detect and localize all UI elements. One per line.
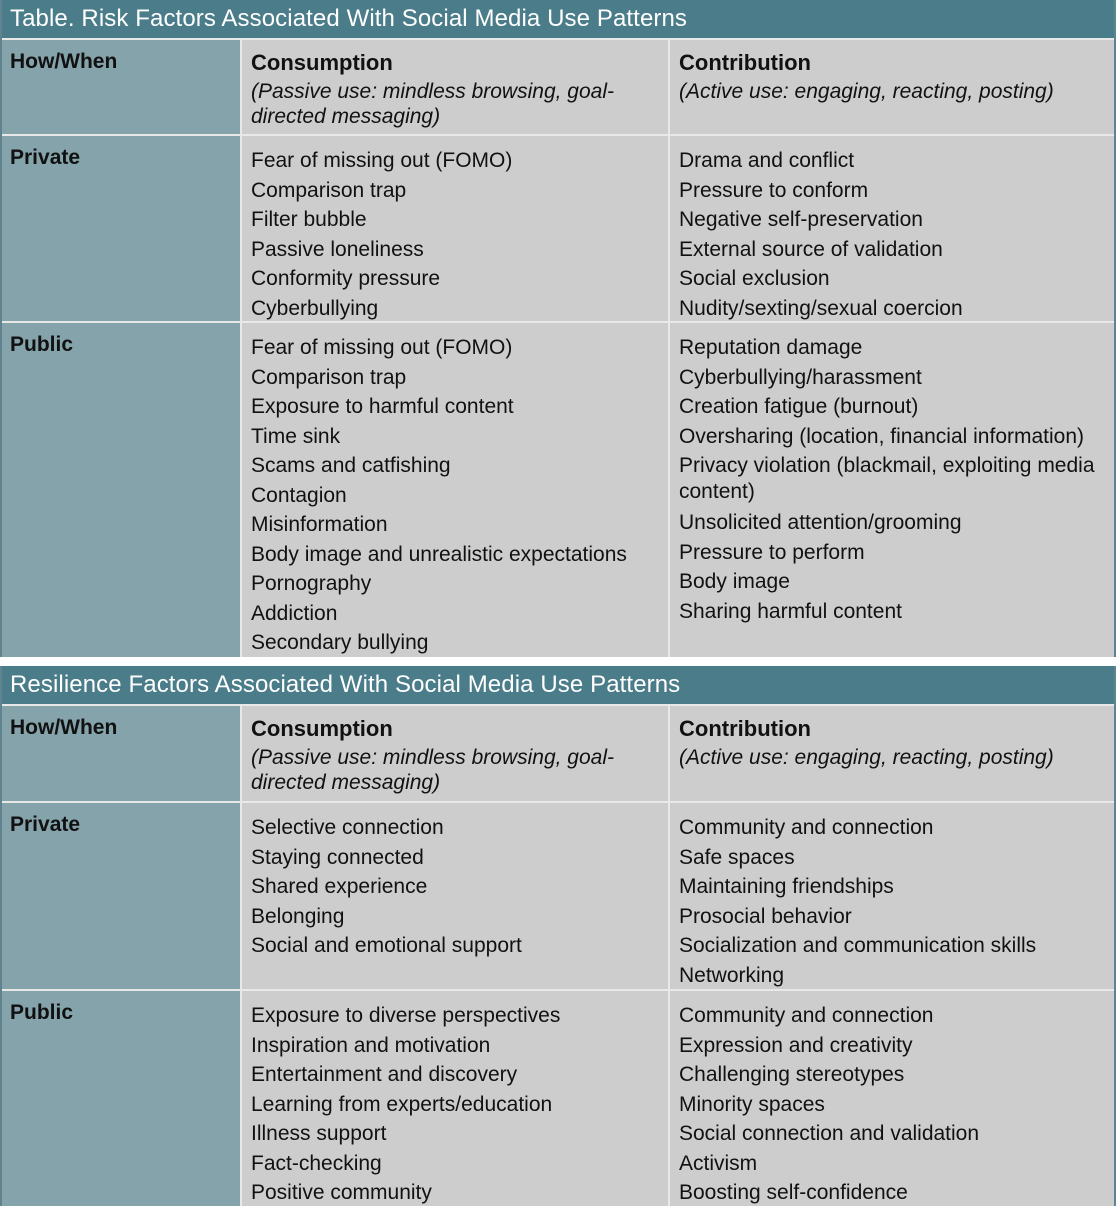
list-item: Conformity pressure xyxy=(251,267,441,290)
resilience-public-consumption-cell xyxy=(240,991,668,1206)
resilience-public-label-cell xyxy=(2,991,240,1206)
risk-private-label-cell xyxy=(2,136,240,321)
risk-public-consumption-list xyxy=(251,333,660,658)
risk-header-row xyxy=(2,38,1114,134)
list-item: Contagion xyxy=(251,483,347,507)
how-when-label: How/When xyxy=(10,50,118,73)
list-item: Drama and conflict xyxy=(679,149,855,172)
list-item: Selective connection xyxy=(251,816,444,839)
list-item: Social and emotional support xyxy=(251,934,522,957)
contribution-subtitle: (Active use: engaging, reacting, posting) xyxy=(679,746,1054,769)
contribution-subtitle: (Active use: engaging, reacting, posting) xyxy=(679,80,1054,103)
risk-private-row xyxy=(2,134,1114,321)
list-item: Expression and creativity xyxy=(679,1033,913,1057)
resilience-table-title: Resilience Factors Associated With Social Media Use Patterns xyxy=(2,666,1114,704)
risk-public-contribution-cell xyxy=(668,323,1114,657)
resilience-factors-table xyxy=(0,666,1116,1206)
list-item: Privacy violation (blackmail, exploiting media content) xyxy=(679,454,1095,503)
list-item: Social exclusion xyxy=(679,267,830,290)
list-item: Boosting self-confidence xyxy=(679,1181,908,1204)
risk-public-consumption-cell xyxy=(240,323,668,657)
list-item: Learning from experts/education xyxy=(251,1092,553,1116)
resilience-public-consumption-list xyxy=(251,1001,660,1208)
list-item: Secondary bullying xyxy=(251,631,429,654)
list-item: Creation fatigue (burnout) xyxy=(679,395,919,418)
list-item: Comparison trap xyxy=(251,178,407,202)
contribution-label: Contribution xyxy=(679,716,811,741)
private-label: Private xyxy=(10,146,81,169)
list-item: Safe spaces xyxy=(679,845,795,869)
list-item: Challenging stereotypes xyxy=(679,1063,905,1086)
risk-contribution-header xyxy=(668,40,1114,134)
list-item: Maintaining friendships xyxy=(679,875,894,898)
list-item: Exposure to harmful content xyxy=(251,395,514,418)
list-item: Entertainment and discovery xyxy=(251,1063,518,1086)
public-label: Public xyxy=(10,333,74,356)
contribution-label: Contribution xyxy=(679,50,811,75)
list-item: Cyberbullying/harassment xyxy=(679,365,922,389)
list-item: Prosocial behavior xyxy=(679,904,852,928)
list-item: Negative self-preservation xyxy=(679,208,923,231)
list-item: Community and connection xyxy=(679,816,934,839)
list-item: Community and connection xyxy=(679,1004,934,1027)
list-item: Activism xyxy=(679,1151,758,1175)
list-item: Inspiration and motivation xyxy=(251,1033,491,1057)
list-item: Comparison trap xyxy=(251,365,407,389)
list-item: Scams and catfishing xyxy=(251,454,451,477)
list-item: Filter bubble xyxy=(251,208,367,231)
list-item: Passive loneliness xyxy=(251,237,424,261)
list-item: Time sink xyxy=(251,424,341,448)
risk-public-label-cell xyxy=(2,323,240,657)
risk-table-title: Table. Risk Factors Associated With Social Media Use Patterns xyxy=(2,0,1114,38)
resilience-public-row xyxy=(2,989,1114,1206)
resilience-private-consumption-cell xyxy=(240,803,668,989)
risk-public-row xyxy=(2,321,1114,657)
resilience-private-contribution-cell xyxy=(668,803,1114,989)
risk-public-contribution-list xyxy=(679,333,1106,626)
resilience-private-label-cell xyxy=(2,803,240,989)
list-item: Illness support xyxy=(251,1122,387,1145)
list-item: Body image xyxy=(679,570,790,593)
list-item: Body image and unrealistic expectations xyxy=(251,542,627,566)
list-item: Pressure to perform xyxy=(679,540,865,564)
list-item: Minority spaces xyxy=(679,1092,825,1116)
list-item: Misinformation xyxy=(251,513,388,536)
how-when-label: How/When xyxy=(10,716,118,739)
risk-private-contribution-cell xyxy=(668,136,1114,321)
list-item: Fear of missing out (FOMO) xyxy=(251,149,513,172)
resilience-contribution-header xyxy=(668,706,1114,801)
list-item: Socialization and communication skills xyxy=(679,934,1037,957)
list-item: Cyberbullying xyxy=(251,296,379,320)
consumption-label: Consumption xyxy=(251,716,393,741)
list-item: External source of validation xyxy=(679,237,943,261)
list-item: Pornography xyxy=(251,572,372,595)
list-item: Positive community xyxy=(251,1181,432,1204)
list-item: Exposure to diverse perspectives xyxy=(251,1004,561,1027)
risk-private-consumption-cell xyxy=(240,136,668,321)
public-label: Public xyxy=(10,1001,74,1024)
list-item: Pressure to conform xyxy=(679,178,869,202)
private-label: Private xyxy=(10,813,81,836)
list-item: Social connection and validation xyxy=(679,1122,980,1145)
consumption-subtitle: (Passive use: mindless browsing, goal-directed messaging) xyxy=(251,80,614,128)
list-item: Networking xyxy=(679,963,785,987)
list-item: Fear of missing out (FOMO) xyxy=(251,336,513,359)
list-item: Nudity/sexting/sexual coercion xyxy=(679,296,963,320)
resilience-how-when-header xyxy=(2,706,240,801)
list-item: Oversharing (location, financial information) xyxy=(679,424,1085,448)
resilience-consumption-header xyxy=(240,706,668,801)
consumption-subtitle: (Passive use: mindless browsing, goal-directed messaging) xyxy=(251,746,614,794)
resilience-public-contribution-list xyxy=(679,1001,1106,1208)
list-item: Shared experience xyxy=(251,875,428,898)
resilience-private-consumption-list xyxy=(251,813,660,961)
list-item: Addiction xyxy=(251,601,338,625)
resilience-private-contribution-list xyxy=(679,813,1106,990)
resilience-public-contribution-cell xyxy=(668,991,1114,1206)
resilience-private-row xyxy=(2,801,1114,989)
list-item: Reputation damage xyxy=(679,336,863,359)
list-item: Sharing harmful content xyxy=(679,599,902,623)
list-item: Belonging xyxy=(251,904,345,928)
resilience-header-row xyxy=(2,704,1114,801)
consumption-label: Consumption xyxy=(251,50,393,75)
list-item: Fact-checking xyxy=(251,1151,382,1175)
list-item: Unsolicited attention/grooming xyxy=(679,511,962,534)
risk-how-when-header xyxy=(2,40,240,134)
risk-private-consumption-list xyxy=(251,146,660,323)
list-item: Staying connected xyxy=(251,845,424,869)
risk-private-contribution-list xyxy=(679,146,1106,323)
risk-consumption-header xyxy=(240,40,668,134)
